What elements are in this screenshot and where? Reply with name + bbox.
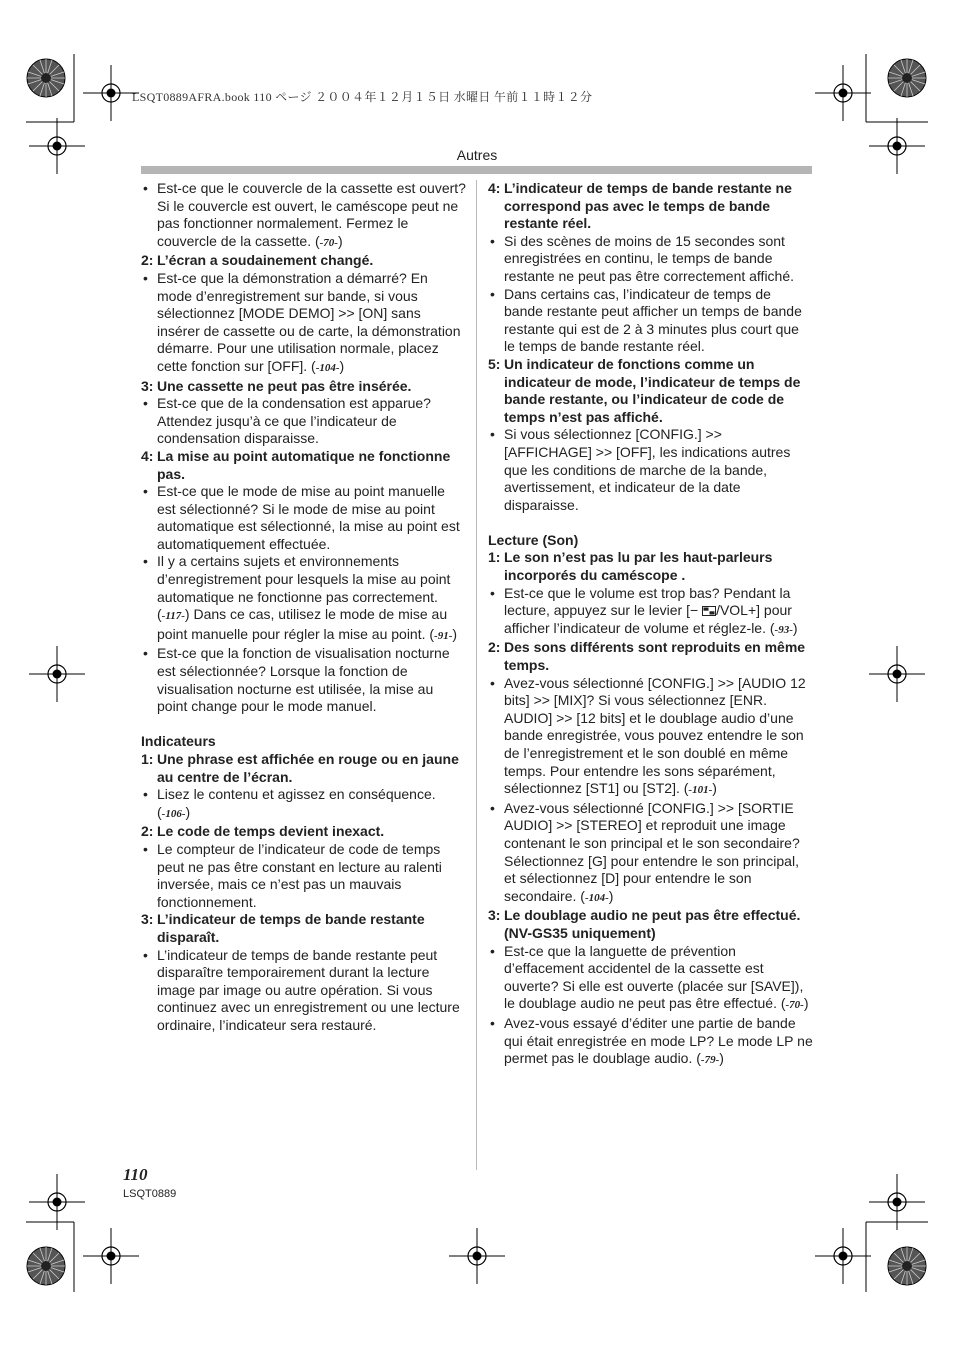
- section-heading-lecture: Lecture (Son): [488, 531, 579, 548]
- page-ref: -101-: [688, 784, 713, 797]
- section-heading-indicateurs: Indicateurs: [141, 733, 216, 750]
- problem-heading: 1: Le son n’est pas lu par les haut-parleurs incorporés du caméscope .: [488, 549, 773, 584]
- page-ref: -91-: [434, 629, 453, 642]
- page-ref: -104-: [315, 361, 340, 374]
- list-item: • Est-ce que la languette de prévention d’effacement accidentel de la cassette est ouverte? Si elle est ouverte (placée sur [SAVE]), le doublage audio ne peut pas être effectué. (-70-): [488, 943, 813, 1015]
- list-item: • Est-ce que le mode de mise au point manuelle est sélectionné? Si le mode de mise au point automatique est sélectionné, la mise au point est automatiquement effectuée.: [141, 483, 466, 553]
- header-rule: [141, 166, 812, 174]
- list-item: • Est-ce que la démonstration a démarré? En mode d’enregistrement sur bande, si vous sélectionnez [MODE DEMO] >> [ON] sans insérer de cassette ou de carte, la démonstration démarre. Pour une utilisation normale, placez cette fonction sur [OFF]. (-104-): [141, 270, 466, 378]
- list-item: • L’indicateur de temps de bande restante peut disparaître temporairement durant la lecture image par image ou autre opération. Si vous continuez avec un enregistrement ou une lecture ordinaire, l’indicateur sera restauré.: [141, 947, 466, 1035]
- problem-heading: 1: Une phrase est affichée en rouge ou en jaune au centre de l’écran.: [141, 751, 459, 785]
- left-column: [141, 180, 466, 1035]
- list-item: • Est-ce que le couvercle de la cassette est ouvert? Si le couvercle est ouvert, le caméscope peut ne pas fonctionner normalement. Fermez le couvercle de la cassette. (-70-): [141, 180, 466, 252]
- problem-heading: 2: Le code de temps devient inexact.: [141, 823, 385, 840]
- book-file-info: LSQT0889AFRA.book 110 ページ ２００４年１２月１５日 水曜日 午前１１時１２分: [132, 90, 593, 104]
- column-divider: [476, 180, 477, 1170]
- list-item: • Avez-vous sélectionné [CONFIG.] >> [AUDIO 12 bits] >> [MIX]? Si vous sélectionnez [ENR. AUDIO] >> [12 bits] et le doublage audio d’une bande enregistrée, vous pouvez entendre le son de l’enregistrement et le son doublé en même temps. Pour entendre les sons séparément, sélectionnez [ST1] ou [ST2]. (-101-): [488, 675, 813, 800]
- list-item: • Avez-vous sélectionné [CONFIG.] >> [SORTIE AUDIO] >> [STEREO] et reproduit une image contenant le son principal et le son secondaire? Sélectionnez [G] pour entendre le son principal, et sélectionnez [D] pour entendre le son secondaire. (-104-): [488, 800, 813, 908]
- problem-heading: 4: La mise au point automatique ne fonctionne pas.: [141, 447, 451, 482]
- document-code: LSQT0889: [123, 1188, 177, 1200]
- list-item: • Le compteur de l’indicateur de code de temps peut ne pas être constant en lecture au ralenti inversée, mais ce n’est pas un mauvais fonctionnement.: [141, 841, 466, 911]
- problem-heading: 2: Des sons différents sont reproduits en même temps.: [488, 639, 806, 674]
- list-item: • Est-ce que le volume est trop bas? Pendant la lecture, appuyez sur le levier [− /VOL+] pour afficher l’indicateur de volume et réglez-le. (-93-): [488, 585, 813, 640]
- problem-heading: 3: L’indicateur de temps de bande restante disparaît.: [141, 911, 425, 945]
- page-ref: -117-: [161, 610, 185, 623]
- list-item: • Avez-vous essayé d’éditer une partie de bande qui était enregistrée en mode LP? Le mode LP ne permet pas le doublage audio. (-79-): [488, 1015, 813, 1070]
- picture-grid-icon: [702, 606, 716, 616]
- page-ref: -70-: [785, 999, 804, 1012]
- page-ref: -93-: [774, 623, 793, 636]
- list-item: • Lisez le contenu et agissez en conséquence. (-106-): [141, 786, 466, 823]
- list-item: • Est-ce que de la condensation est apparue? Attendez jusqu’à ce que l’indicateur de condensation disparaisse.: [141, 395, 466, 448]
- list-item: • Il y a certains sujets et environnements d’enregistrement pour lesquels la mise au point automatique ne fonctionne pas correctement. (-117-) Dans ce cas, utilisez le mode de mise au point manuelle pour régler la mise au point. (-91-): [141, 553, 466, 645]
- page-ref: -79-: [700, 1054, 720, 1067]
- problem-heading: 2: L’écran a soudainement changé.: [141, 252, 374, 269]
- page-ref: -106-: [161, 807, 186, 820]
- section-title: Autres: [456, 147, 498, 163]
- problem-heading: 5: Un indicateur de fonctions comme un indicateur de mode, l’indicateur de temps de bande restante, ou l’indicateur de code de temps n’est pas affiché.: [488, 355, 801, 425]
- problem-heading: 3: Le doublage audio ne peut pas être effectué. (NV-GS35 uniquement): [488, 907, 801, 941]
- page-ref: -70-: [319, 236, 338, 249]
- list-item: • Si des scènes de moins de 15 secondes sont enregistrées en continu, le temps de bande restante ne peut pas être correctement affiché.: [488, 233, 813, 286]
- page-number: 110: [123, 1165, 148, 1184]
- problem-heading: 4: L’indicateur de temps de bande restante ne correspond pas avec le temps de bande restante réel.: [488, 180, 792, 232]
- page-ref: -104-: [584, 891, 609, 904]
- right-column: [488, 180, 813, 1070]
- list-item: • Dans certains cas, l’indicateur de temps de bande restante peut afficher un temps de bande restante qui est de 2 à 3 minutes plus court que le temps de bande restante réel.: [488, 286, 813, 356]
- problem-heading: 3: Une cassette ne peut pas être insérée.: [141, 377, 412, 394]
- list-item: • Si vous sélectionnez [CONFIG.] >> [AFFICHAGE] >> [OFF], les indications autres que les conditions de marche de la bande, avertissement, et indicateur de la date disparaisse.: [488, 426, 813, 514]
- list-item: • Est-ce que la fonction de visualisation nocturne est sélectionnée? Lorsque la fonction de visualisation nocturne est utilisée, la mise au point change pour le mode manuel.: [141, 645, 466, 715]
